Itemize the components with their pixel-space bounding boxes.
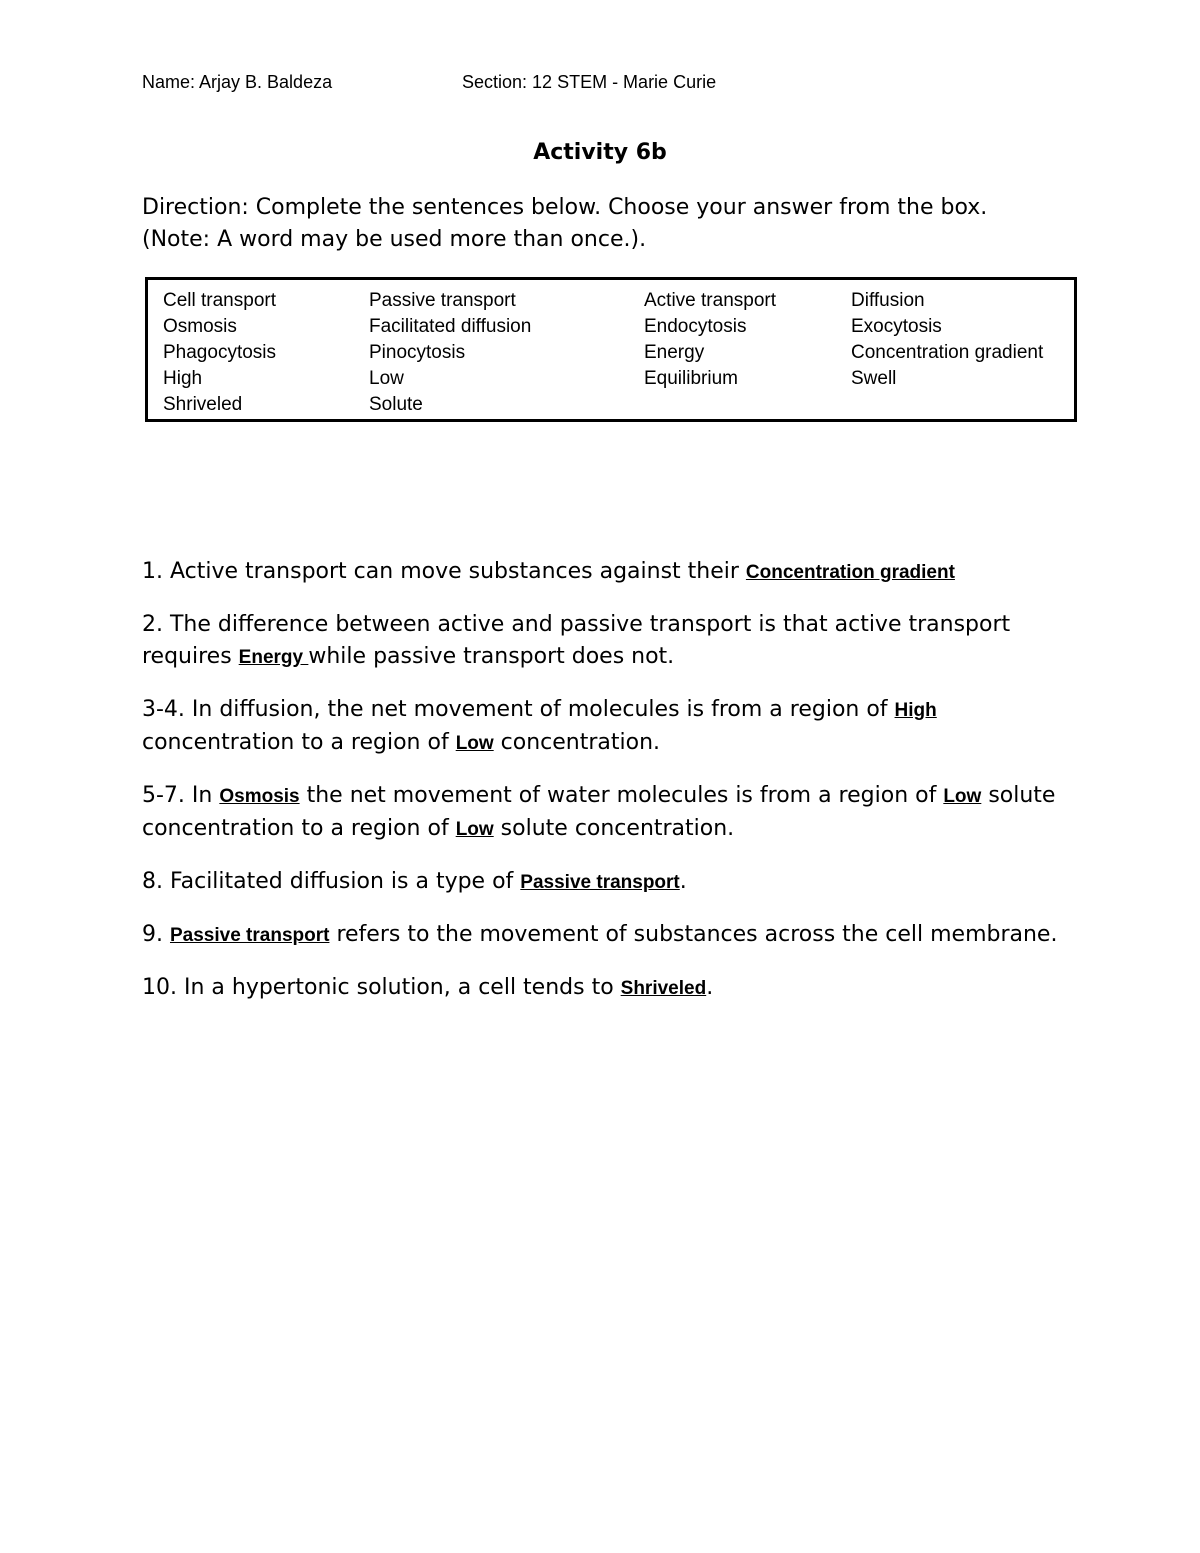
question-text: concentration to a region of [142,730,456,755]
activity-title: Activity 6b [533,140,667,165]
word-bank-item: Passive transport [369,290,516,311]
question-text: 8. Facilitated diffusion is a type of [142,869,521,894]
word-bank-item: Low [369,368,404,389]
answer-blank: Passive transport [520,872,680,893]
student-section: Section: 12 STEM - Marie Curie [462,72,717,92]
question-text: 1. Active transport can move substances against their [142,559,746,584]
question-9 [142,919,1072,952]
directions [142,192,1082,256]
question-text: . [706,975,714,1000]
question-text: refers to the movement of substances across the cell membrane. [329,922,1058,947]
answer-blank: Energy [238,647,309,668]
answer-blank: Passive transport [169,925,330,946]
answer-blank: High [894,700,937,721]
direction-line: Direction: Complete the sentences below. Choose your answer from the box. [142,195,988,220]
answer-blank: Low [455,733,494,754]
answer-blank: Shriveled [620,978,707,999]
question-text: solute concentration. [493,816,735,841]
note-line: (Note: A word may be used more than once.). [142,227,647,252]
word-bank-item: Swell [851,368,897,389]
student-name: Name: Arjay B. Baldeza [142,72,333,92]
question-1 [142,556,1072,589]
word-bank-item: Cell transport [163,290,276,311]
word-bank-item: Concentration gradient [851,342,1044,363]
question-text: the net movement of water molecules is from a region of [299,783,944,808]
question-2 [142,609,1072,674]
question-5-7 [142,780,1072,846]
question-text: . [679,869,687,894]
word-bank-item: Active transport [644,290,776,311]
question-text: 2. The difference between active and passive transport is that active transport requires [142,612,1011,669]
answer-blank: Osmosis [219,786,300,807]
question-text: while passive transport does not. [308,644,675,669]
question-text: solute concentration to a region of [142,783,1056,841]
question-text: 3-4. In diffusion, the net movement of molecules is from a region of [142,697,895,722]
answer-blank: Low [943,786,982,807]
word-bank-item: Pinocytosis [369,342,466,363]
word-bank-item: Shriveled [163,394,243,415]
word-bank-item: Equilibrium [644,368,738,389]
word-bank-item: Phagocytosis [163,342,277,363]
question-text: concentration. [493,730,661,755]
word-bank-item: Osmosis [163,316,237,337]
question-list [142,556,1072,1025]
word-bank-item: Exocytosis [851,316,942,337]
word-bank-item: Energy [644,342,705,363]
word-bank-item: Endocytosis [644,316,747,337]
question-text: 10. In a hypertonic solution, a cell tends to [142,975,621,1000]
word-bank-item: Solute [369,394,423,415]
question-8 [142,866,1072,899]
word-bank-box [145,277,1077,422]
answer-blank: Low [455,819,494,840]
word-bank-item: Facilitated diffusion [369,316,532,337]
question-3-4 [142,694,1072,760]
question-text: 9. [142,922,170,947]
answer-blank: Concentration gradient [745,562,955,583]
question-10 [142,972,1072,1005]
question-text: 5-7. In [142,783,220,808]
word-bank-item: High [163,368,203,389]
word-bank-item: Diffusion [851,290,925,311]
